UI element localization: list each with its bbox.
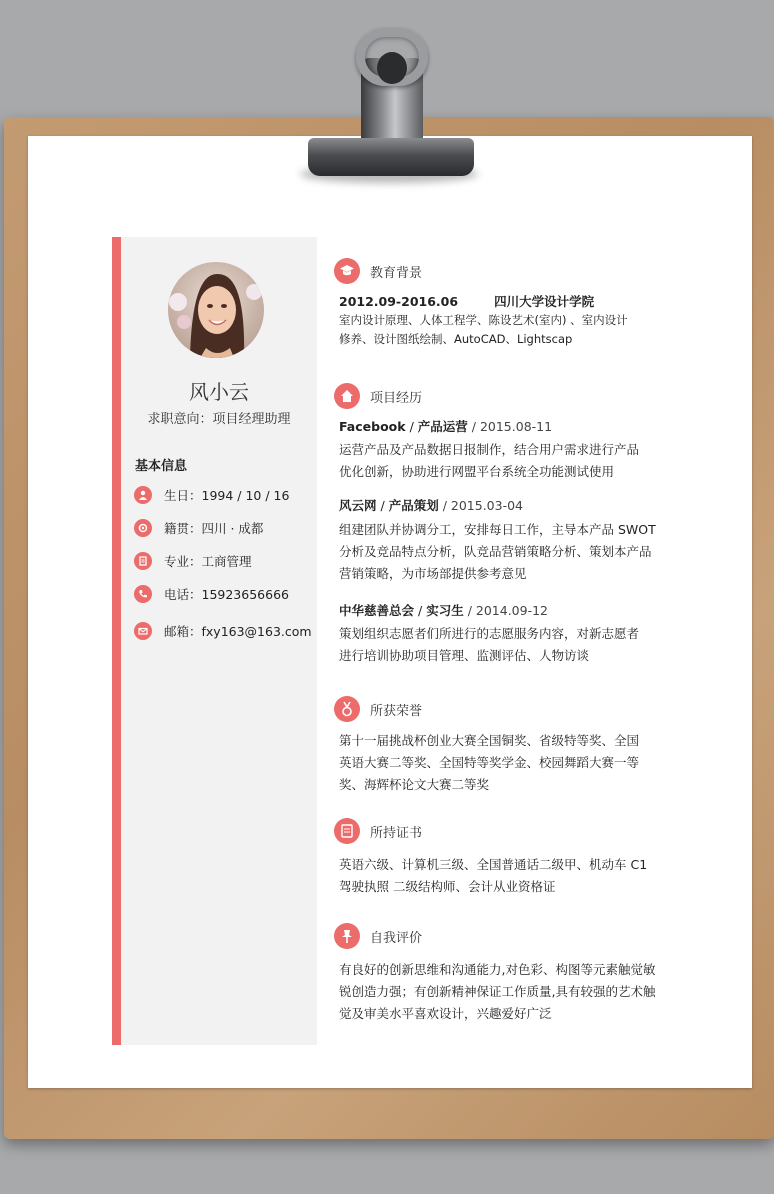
- education-period-row: [339, 292, 594, 310]
- certs-title: 所持证书: [370, 825, 423, 841]
- project-sep: /: [380, 498, 385, 513]
- major-text: 专业：工商管理: [164, 554, 252, 569]
- education-period: 2012.09-2016.06: [339, 294, 459, 309]
- project-line: 策划组织志愿者们所进行的志愿服务内容，对新志愿者: [339, 626, 640, 641]
- education-school: 四川大学设计学院: [494, 294, 595, 309]
- info-birthday: [134, 485, 289, 505]
- project-org: 中华慈善总会: [339, 603, 415, 618]
- project-role: 实习生: [426, 603, 464, 618]
- project-sep: /: [409, 419, 414, 434]
- project-line: 组建团队并协调分工，安排每日工作，主导本产品 SWOT: [339, 522, 656, 537]
- project-line: 优化创新，协助进行网盟平台系统全功能测试使用: [339, 464, 615, 479]
- self-line: 锐创造力强；有创新精神保证工作质量,具有较强的艺术触: [339, 984, 656, 999]
- project-header: [339, 496, 523, 514]
- document-icon: [134, 552, 152, 570]
- education-title: 教育背景: [370, 265, 423, 281]
- honors-line: 奖、海辉杯论文大赛二等奖: [339, 777, 490, 792]
- medal-icon: [334, 696, 360, 722]
- binder-clip-hole: [377, 52, 407, 84]
- certs-line: 驾驶执照 二级结构师、会计从业资格证: [339, 879, 556, 894]
- phone-icon: [134, 585, 152, 603]
- sidebar-panel: [121, 237, 317, 1045]
- section-education-heading: [334, 258, 422, 284]
- mail-icon: [134, 622, 152, 640]
- section-honors-heading: [334, 696, 422, 722]
- accent-stripe: [112, 237, 121, 1045]
- education-line: 修养、设计图纸绘制、AutoCAD、Lightscap: [339, 332, 573, 346]
- project-org: 风云网: [339, 498, 377, 513]
- project-role: 产品运营: [417, 419, 468, 434]
- certs-line: 英语六级、计算机三级、全国普通话二级甲、机动车 C1: [339, 857, 648, 872]
- section-certs-heading: [334, 818, 422, 844]
- home-icon: [334, 383, 360, 409]
- project-line: 营销策略，为市场部提供参考意见: [339, 566, 527, 581]
- project-header: [339, 601, 548, 619]
- candidate-name: 风小云: [189, 380, 249, 404]
- section-projects-heading: [334, 383, 422, 409]
- pushpin-icon: [334, 923, 360, 949]
- project-header: [339, 417, 552, 435]
- person-icon: [134, 486, 152, 504]
- certificate-icon: [334, 818, 360, 844]
- info-phone: [134, 584, 289, 604]
- birthday-text: 生日：1994 / 10 / 16: [164, 488, 290, 503]
- avatar: [168, 262, 264, 358]
- hometown-text: 籍贯：四川 · 成都: [164, 521, 264, 536]
- phone-text: 电话：15923656666: [164, 587, 289, 602]
- project-role: 产品策划: [388, 498, 439, 513]
- self-line: 觉及审美水平喜欢设计，兴趣爱好广泛: [339, 1006, 552, 1021]
- project-org: Facebook: [339, 419, 406, 434]
- email-text: 邮箱：fxy163@163.com: [164, 624, 312, 639]
- project-line: 分析及竞品特点分析，队竞品营销策略分析、策划本产品: [339, 544, 652, 559]
- graduation-cap-icon: [334, 258, 360, 284]
- project-date: / 2015.03-04: [442, 498, 523, 513]
- info-major: [134, 551, 252, 571]
- honors-line: 第十一届挑战杯创业大赛全国铜奖、省级特等奖、全国: [339, 733, 640, 748]
- project-line: 运营产品及产品数据日报制作，结合用户需求进行产品: [339, 442, 640, 457]
- education-line: 室内设计原理、人体工程学、陈设艺术(室内) 、室内设计: [339, 313, 628, 327]
- info-hometown: [134, 518, 263, 538]
- job-intent: 求职意向：项目经理助理: [147, 412, 291, 427]
- project-line: 进行培训协助项目管理、监测评估、人物访谈: [339, 648, 590, 663]
- project-date: / 2014.09-12: [467, 603, 548, 618]
- honors-line: 英语大赛二等奖、全国特等奖学金、校园舞蹈大赛一等: [339, 755, 640, 770]
- basic-info-heading: 基本信息: [135, 459, 188, 474]
- projects-title: 项目经历: [370, 390, 423, 406]
- self-line: 有良好的创新思维和沟通能力,对色彩、构图等元素触觉敏: [339, 962, 656, 977]
- section-self-heading: [334, 923, 422, 949]
- project-sep: /: [418, 603, 423, 618]
- self-title: 自我评价: [370, 930, 423, 946]
- project-date: / 2015.08-11: [471, 419, 553, 434]
- honors-title: 所获荣誉: [370, 703, 423, 719]
- location-icon: [134, 519, 152, 537]
- binder-clip-icon: [308, 138, 474, 176]
- info-email: [134, 621, 312, 641]
